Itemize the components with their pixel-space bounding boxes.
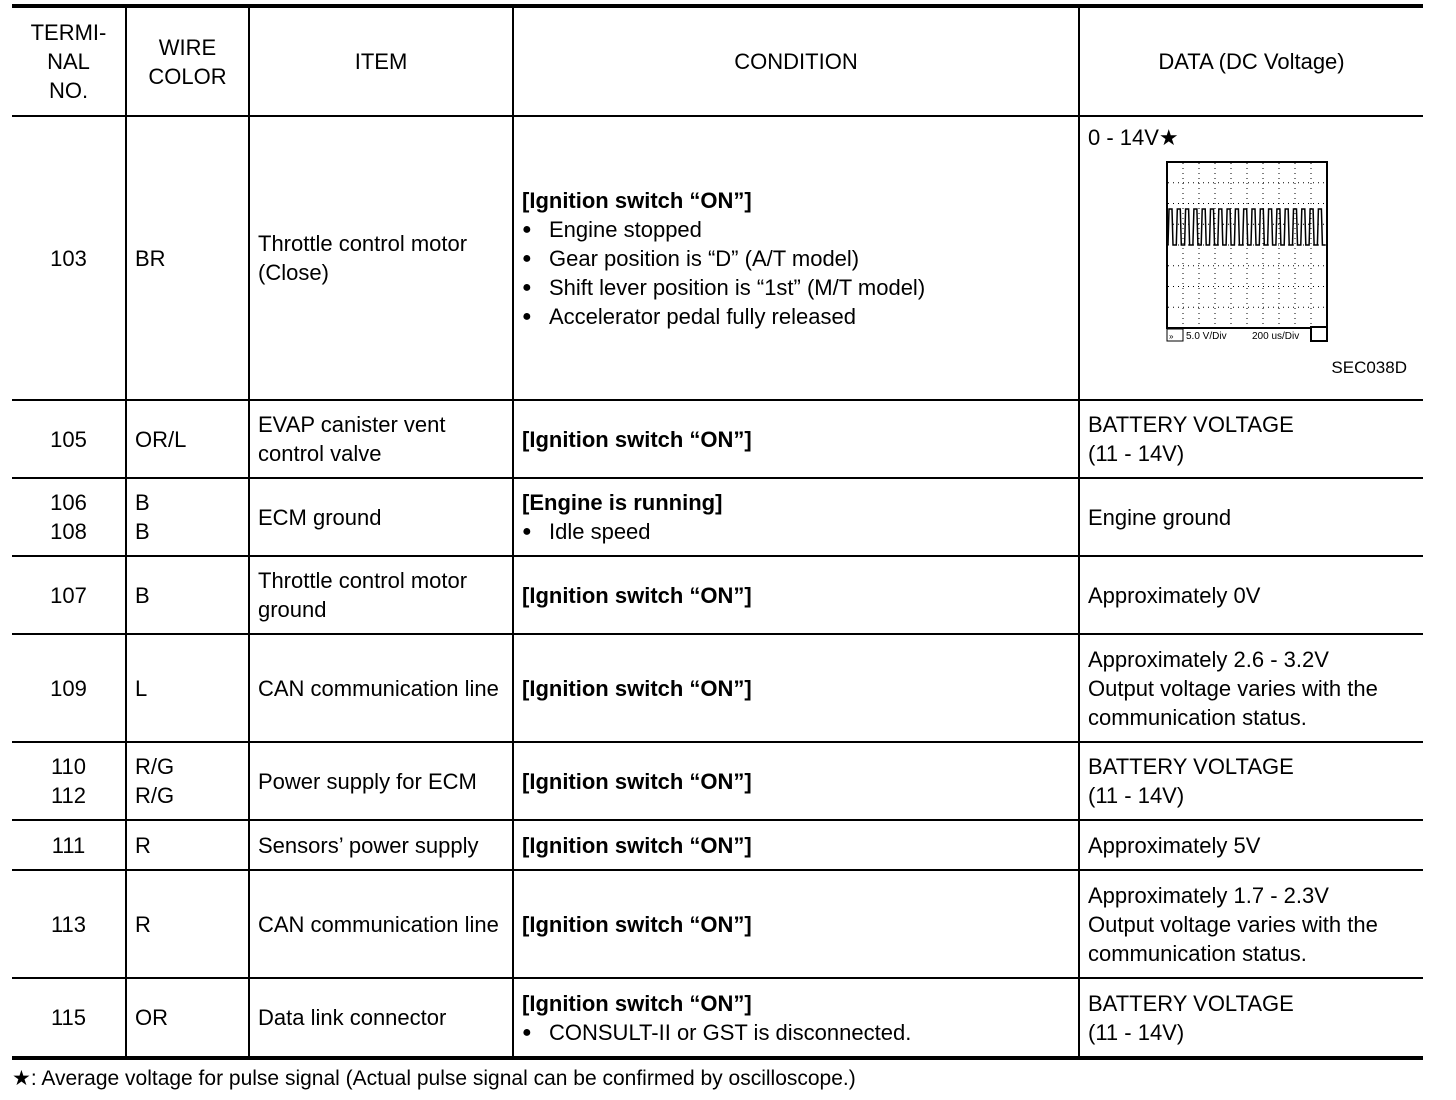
wire-color xyxy=(126,978,249,1058)
wire-color xyxy=(126,634,249,742)
condition-bullet: ● Gear position is “D” (A/T model) xyxy=(522,244,1070,273)
oscilloscope-waveform xyxy=(1166,161,1328,343)
terminal-number-line: 108 xyxy=(50,519,87,544)
data-cell-line: Approximately 0V xyxy=(1088,582,1261,608)
header-row xyxy=(12,6,1423,116)
wire-color-line: L xyxy=(135,675,148,701)
condition-title: [Ignition switch “ON”] xyxy=(522,187,752,213)
terminal-number-line: 105 xyxy=(50,426,87,452)
data-cell-line: BATTERY VOLTAGE xyxy=(1088,990,1294,1016)
terminal-number-line: 110 xyxy=(50,754,87,779)
terminal-spec-table xyxy=(12,4,1423,1060)
wire-color-line: B xyxy=(135,490,150,515)
scope-pulse-trace xyxy=(1168,209,1326,245)
terminal-number xyxy=(12,634,126,742)
wire-color xyxy=(126,400,249,478)
terminal-number xyxy=(12,400,126,478)
wire-color-line: B xyxy=(135,519,150,544)
data-cell-line: BATTERY VOLTAGE xyxy=(1088,412,1294,437)
item-description: Sensors’ power supply xyxy=(249,820,513,870)
data-cell xyxy=(1079,742,1423,820)
wire-color xyxy=(126,870,249,978)
terminal-number xyxy=(12,978,126,1058)
condition-title: [Ignition switch “ON”] xyxy=(522,768,752,794)
header-data: DATA (DC Voltage) xyxy=(1079,6,1423,116)
wire-color-line: OR/L xyxy=(135,426,187,452)
condition-cell xyxy=(513,400,1079,478)
data-value: 0 - 14V★ xyxy=(1088,125,1179,150)
data-cell-line: Engine ground xyxy=(1088,504,1232,530)
item-description: CAN communication line xyxy=(249,870,513,978)
table-row xyxy=(12,556,1423,634)
data-cell-line: communication status. xyxy=(1088,704,1307,730)
condition-title: [Ignition switch “ON”] xyxy=(522,832,752,858)
condition-title: [Ignition switch “ON”] xyxy=(522,582,752,608)
data-cell-line: communication status. xyxy=(1088,940,1307,966)
header-item: ITEM xyxy=(249,6,513,116)
wire-color-line: R/G xyxy=(135,783,175,808)
data-cell-line: Approximately 2.6 - 3.2V xyxy=(1088,646,1329,672)
footnote: ★: Average voltage for pulse signal (Actual pulse signal can be confirmed by oscilloscope.) xyxy=(12,1067,856,1090)
data-cell xyxy=(1079,116,1423,400)
data-cell xyxy=(1079,820,1423,870)
item-description: CAN communication line xyxy=(249,634,513,742)
condition-bullet: ● CONSULT-II or GST is disconnected. xyxy=(522,1018,1070,1047)
terminal-number-line: 113 xyxy=(50,911,87,937)
condition-cell xyxy=(513,870,1079,978)
item-description: Throttle control motor ground xyxy=(249,556,513,634)
wire-color xyxy=(126,742,249,820)
condition-cell xyxy=(513,742,1079,820)
condition-title: [Ignition switch “ON”] xyxy=(522,911,752,937)
wire-color xyxy=(126,478,249,556)
terminal-number xyxy=(12,116,126,400)
item-description: EVAP canister vent control valve xyxy=(249,400,513,478)
data-cell xyxy=(1079,478,1423,556)
item-description: Power supply for ECM xyxy=(249,742,513,820)
data-cell xyxy=(1079,978,1423,1058)
table-row xyxy=(12,478,1423,556)
wire-color xyxy=(126,556,249,634)
scope-corner-box xyxy=(1311,327,1327,341)
terminal-number-line: 115 xyxy=(50,1005,87,1030)
terminal-number xyxy=(12,478,126,556)
condition-cell xyxy=(513,978,1079,1058)
data-cell-line: Output voltage varies with the xyxy=(1088,675,1378,701)
data-cell-line: Approximately 1.7 - 2.3V xyxy=(1088,882,1329,908)
figure-code: SEC038D xyxy=(1331,358,1407,377)
terminal-number xyxy=(12,742,126,820)
terminal-number-line: 107 xyxy=(50,582,87,608)
condition-cell xyxy=(513,556,1079,634)
table-row xyxy=(12,400,1423,478)
terminal-number xyxy=(12,870,126,978)
scope-tdiv: 200 us/Div xyxy=(1252,331,1300,342)
table-row xyxy=(12,820,1423,870)
wire-color xyxy=(126,820,249,870)
oscilloscope-figure xyxy=(1088,117,1415,387)
wire-color xyxy=(126,116,249,400)
data-cell-line: (11 - 14V) xyxy=(1088,1019,1185,1045)
scope-channel-icon: » xyxy=(1169,332,1174,341)
data-cell xyxy=(1079,556,1423,634)
condition-bullet: ● Shift lever position is “1st” (M/T model) xyxy=(522,273,1070,302)
condition-cell xyxy=(513,634,1079,742)
condition-bullet: ● Engine stopped xyxy=(522,215,1070,244)
item-description: Data link connector xyxy=(249,978,513,1058)
table-row xyxy=(12,978,1423,1058)
condition-cell xyxy=(513,116,1079,400)
condition-bullet: ● Idle speed xyxy=(522,517,1070,546)
data-cell xyxy=(1079,634,1423,742)
header-wire-color: WIRE COLOR xyxy=(126,6,249,116)
table-row xyxy=(12,116,1423,400)
data-cell-line: (11 - 14V) xyxy=(1088,441,1185,466)
wire-color-line: R/G xyxy=(135,754,175,779)
data-cell xyxy=(1079,870,1423,978)
item-description: ECM ground xyxy=(249,478,513,556)
data-cell-line: Output voltage varies with the xyxy=(1088,911,1378,937)
wire-color-line: OR xyxy=(135,1005,168,1030)
condition-bullets xyxy=(522,215,1070,331)
scope-vdiv: 5.0 V/Div xyxy=(1186,331,1227,342)
condition-cell xyxy=(513,478,1079,556)
condition-bullet: ● Accelerator pedal fully released xyxy=(522,302,1070,331)
condition-title: [Ignition switch “ON”] xyxy=(522,426,752,452)
table-row xyxy=(12,742,1423,820)
terminal-number-line: 112 xyxy=(50,783,87,808)
wire-color-line: BR xyxy=(135,245,166,271)
terminal-number xyxy=(12,556,126,634)
data-cell-line: Approximately 5V xyxy=(1088,832,1261,858)
condition-title: [Engine is running] xyxy=(522,490,723,515)
terminal-number-line: 103 xyxy=(50,245,87,271)
terminal-number-line: 109 xyxy=(50,675,87,701)
wire-color-line: B xyxy=(135,582,150,608)
header-terminal: TERMI- NAL NO. xyxy=(12,6,126,116)
data-cell-line: (11 - 14V) xyxy=(1088,783,1185,808)
wire-color-line: R xyxy=(135,911,151,937)
condition-title: [Ignition switch “ON”] xyxy=(522,990,752,1016)
condition-title: [Ignition switch “ON”] xyxy=(522,675,752,701)
wire-color-line: R xyxy=(135,832,151,858)
condition-bullets xyxy=(522,1018,1070,1047)
data-cell xyxy=(1079,400,1423,478)
header-condition: CONDITION xyxy=(513,6,1079,116)
terminal-number xyxy=(12,820,126,870)
table-row xyxy=(12,870,1423,978)
condition-bullets xyxy=(522,517,1070,546)
data-cell-line: BATTERY VOLTAGE xyxy=(1088,754,1294,779)
item-description: Throttle control motor (Close) xyxy=(249,116,513,400)
terminal-number-line: 111 xyxy=(51,832,86,858)
table-row xyxy=(12,634,1423,742)
terminal-number-line: 106 xyxy=(50,490,87,515)
condition-cell xyxy=(513,820,1079,870)
